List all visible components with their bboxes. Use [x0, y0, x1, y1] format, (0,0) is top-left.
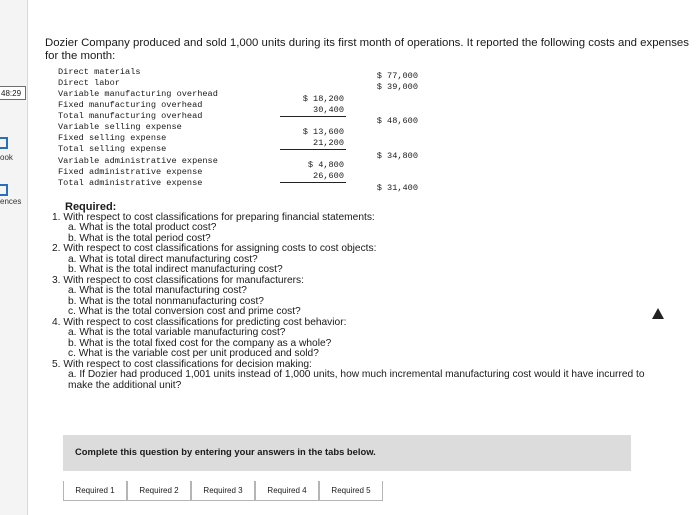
tab-required-4[interactable]: Required 4 [255, 481, 319, 501]
cost-amount: 21,200 [313, 138, 344, 148]
ebook-label[interactable]: ook [0, 153, 13, 162]
cost-amount: 26,600 [313, 171, 344, 181]
subtotal-underline [280, 149, 346, 150]
cost-label: Variable manufacturing overhead [58, 89, 218, 99]
cost-label: Fixed administrative expense [58, 167, 203, 177]
cost-total: $ 31,400 [376, 183, 418, 193]
references-label[interactable]: ences [0, 197, 22, 206]
cost-amount: $ 4,800 [307, 160, 344, 170]
references-icon[interactable] [0, 184, 8, 196]
question-2a: a. What is total direct manufacturing cost? [68, 253, 258, 265]
question-3c: c. What is the total conversion cost and prime cost? [68, 306, 301, 317]
ebook-icon[interactable] [0, 137, 8, 149]
cost-label: Total manufacturing overhead [58, 111, 203, 121]
required-heading: Required: [65, 201, 117, 213]
cost-total: $ 77,000 [376, 71, 418, 81]
cost-label: Direct labor [58, 78, 120, 88]
question-5a: a. If Dozier had produced 1,001 units instead of 1,000 units, how much incremental manufacturing cost would it have incurred to make the additional unit? [68, 369, 645, 391]
cost-label: Direct materials [58, 67, 141, 77]
cost-total: $ 39,000 [376, 82, 418, 92]
timer-display: 48:29 [0, 86, 26, 100]
cost-label: Variable administrative expense [58, 156, 218, 166]
left-sidebar [0, 0, 28, 515]
cost-label: Total selling expense [58, 144, 167, 154]
cost-label: Fixed manufacturing overhead [58, 100, 203, 110]
question-4: 4. With respect to cost classifications for predicting cost behavior: [52, 316, 347, 328]
cost-total: $ 34,800 [376, 151, 418, 161]
subtotal-underline [280, 182, 346, 183]
instruction-text: Complete this question by entering your answers in the tabs below. [75, 446, 376, 457]
instruction-banner [63, 435, 631, 471]
required-questions [52, 202, 692, 391]
question-1a: a. What is the total product cost? [68, 222, 217, 233]
cost-total: $ 48,600 [376, 116, 418, 126]
cost-table [58, 67, 420, 197]
question-1: 1. With respect to cost classifications for preparing financial statements: [52, 211, 375, 223]
question-5: 5. With respect to cost classifications for decision making: [52, 358, 312, 370]
tab-required-5[interactable]: Required 5 [319, 481, 383, 501]
question-3b: b. What is the total nonmanufacturing cost? [68, 295, 264, 307]
subtotal-underline [280, 116, 346, 117]
question-4c: c. What is the variable cost per unit produced and sold? [68, 348, 319, 359]
cost-label: Variable selling expense [58, 122, 182, 132]
mouse-cursor-icon [652, 308, 664, 319]
cost-label: Fixed selling expense [58, 133, 167, 143]
cost-amount: $ 18,200 [302, 94, 344, 104]
tab-required-3[interactable]: Required 3 [191, 481, 255, 501]
question-2: 2. With respect to cost classifications for assigning costs to cost objects: [52, 243, 377, 254]
problem-intro: Dozier Company produced and sold 1,000 units during its first month of operations. It reported the following costs and expenses for the month: [45, 37, 689, 62]
tab-required-1[interactable]: Required 1 [63, 481, 127, 501]
tab-required-2[interactable]: Required 2 [127, 481, 191, 501]
question-4b: b. What is the total fixed cost for the company as a whole? [68, 337, 332, 349]
question-3a: a. What is the total manufacturing cost? [68, 285, 247, 296]
cost-amount: $ 13,600 [302, 127, 344, 137]
cost-amount: 30,400 [313, 105, 344, 115]
question-1b: b. What is the total period cost? [68, 232, 211, 244]
cost-label: Total administrative expense [58, 178, 203, 188]
question-2b: b. What is the total indirect manufacturing cost? [68, 264, 283, 275]
question-3: 3. With respect to cost classifications for manufacturers: [52, 274, 304, 286]
question-4a: a. What is the total variable manufacturing cost? [68, 327, 286, 338]
